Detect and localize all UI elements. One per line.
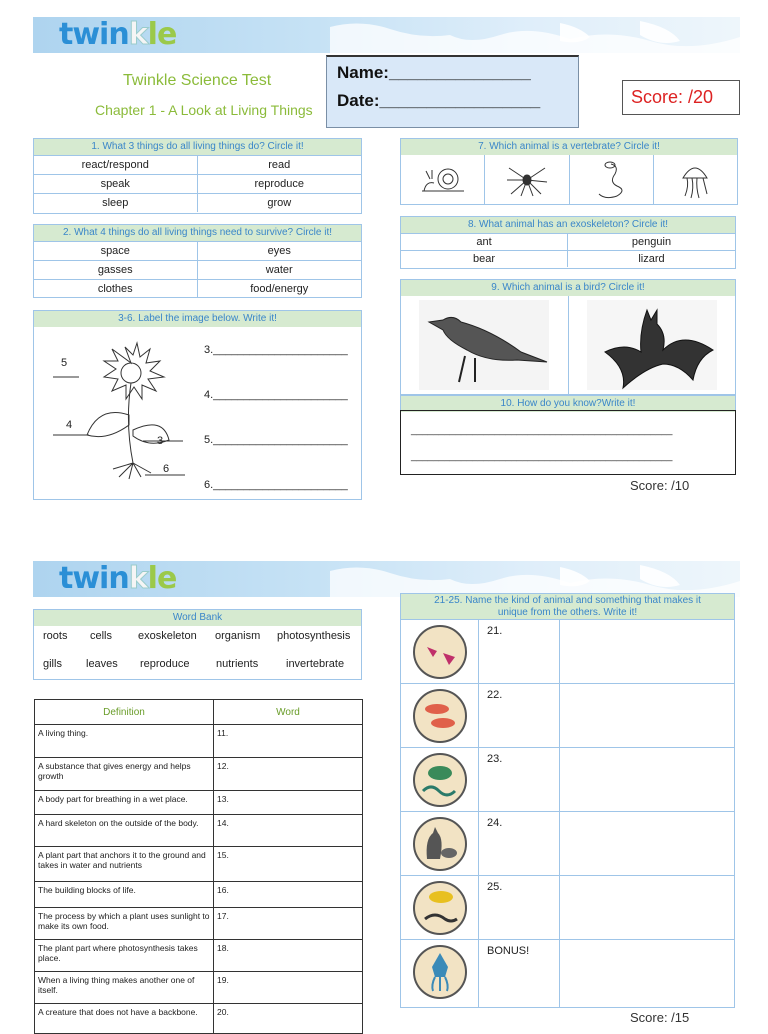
question-1-title: 1. What 3 things do all living things do? Circle it! bbox=[34, 139, 361, 155]
row-number: BONUS! bbox=[487, 945, 530, 957]
diagram-label-5: 5 bbox=[61, 357, 68, 369]
row-number: 22. bbox=[487, 689, 503, 701]
bat-image bbox=[587, 300, 717, 390]
word: photosynthesis bbox=[277, 630, 351, 642]
question-8-title: 8. What animal has an exoskeleton? Circle it! bbox=[401, 217, 735, 233]
row-number: 25. bbox=[487, 881, 503, 893]
word-answer-cell[interactable]: 19. bbox=[214, 972, 363, 1004]
answer-blank-4[interactable]: 4.______________________ bbox=[204, 389, 348, 401]
answer-line-1[interactable]: _______________________________________________ bbox=[411, 425, 673, 436]
word-answer-cell[interactable]: 16. bbox=[214, 882, 363, 908]
amphibians-image bbox=[413, 881, 467, 935]
answer-option[interactable]: ant bbox=[401, 233, 568, 250]
twinkl-logo: twinkle bbox=[59, 561, 177, 596]
world-map-graphic bbox=[310, 17, 740, 53]
answer-option[interactable]: speak bbox=[34, 174, 198, 193]
answer-option[interactable]: clothes bbox=[34, 279, 198, 298]
snake-icon bbox=[591, 160, 631, 200]
word: organism bbox=[215, 630, 261, 642]
question-1 bbox=[33, 138, 362, 214]
answer-option[interactable]: eyes bbox=[198, 241, 362, 260]
word: leaves bbox=[86, 658, 118, 670]
answer-line-2[interactable]: _______________________________________________ bbox=[411, 451, 673, 462]
mammals-image bbox=[413, 817, 467, 871]
animal-row-bonus bbox=[400, 940, 735, 1008]
world-map-graphic bbox=[310, 561, 740, 597]
word-header: Word bbox=[214, 700, 363, 725]
answer-option[interactable]: gasses bbox=[34, 260, 198, 279]
jellyfish-option[interactable] bbox=[654, 155, 737, 204]
answer-option[interactable]: grow bbox=[198, 193, 362, 212]
word-answer-cell[interactable]: 11. bbox=[214, 725, 363, 758]
definition-cell: A creature that does not have a backbone. bbox=[35, 1004, 214, 1034]
answer-option[interactable]: food/energy bbox=[198, 279, 362, 298]
answer-option[interactable]: space bbox=[34, 241, 198, 260]
spider-option[interactable] bbox=[485, 155, 569, 204]
question-2-title: 2. What 4 things do all living things need to survive? Circle it! bbox=[34, 225, 361, 241]
word-answer-cell[interactable]: 17. bbox=[214, 908, 363, 940]
snail-option[interactable] bbox=[401, 155, 485, 204]
diagram-label-6: 6 bbox=[163, 463, 170, 475]
snake-option[interactable] bbox=[570, 155, 654, 204]
answer-option[interactable]: sleep bbox=[34, 193, 198, 212]
answer-option[interactable]: react/respond bbox=[34, 155, 198, 174]
definition-table bbox=[34, 699, 363, 1034]
total-score-box: Score: /20 bbox=[622, 80, 740, 115]
answer-option[interactable]: reproduce bbox=[198, 174, 362, 193]
question-2 bbox=[33, 224, 362, 298]
definition-cell: A body part for breathing in a wet place. bbox=[35, 791, 214, 815]
question-8 bbox=[400, 216, 736, 269]
answer-option[interactable]: bear bbox=[401, 250, 568, 267]
word: reproduce bbox=[140, 658, 190, 670]
bat-option[interactable] bbox=[569, 296, 736, 394]
definition-cell: The process by which a plant uses sunlight to make its own food. bbox=[35, 908, 214, 940]
question-21-25 bbox=[400, 593, 735, 620]
definition-cell: The building blocks of life. bbox=[35, 882, 214, 908]
word: roots bbox=[43, 630, 68, 642]
question-7-title: 7. Which animal is a vertebrate? Circle it! bbox=[401, 139, 737, 155]
definition-cell: When a living thing makes another one of itself. bbox=[35, 972, 214, 1004]
birds-image bbox=[413, 625, 467, 679]
definition-header: Definition bbox=[35, 700, 214, 725]
row-number: 24. bbox=[487, 817, 503, 829]
word: cells bbox=[90, 630, 113, 642]
answer-option[interactable]: read bbox=[198, 155, 362, 174]
definition-cell: The plant part where photosynthesis takes place. bbox=[35, 940, 214, 972]
squid-image bbox=[413, 945, 467, 999]
date-field[interactable]: Date:_________________ bbox=[337, 91, 541, 110]
word: gills bbox=[43, 658, 62, 670]
answer-blank-6[interactable]: 6.______________________ bbox=[204, 479, 348, 491]
word: nutrients bbox=[216, 658, 259, 670]
flower-diagram bbox=[49, 335, 199, 485]
reptiles-image bbox=[413, 753, 467, 807]
test-title: Twinkle Science Test bbox=[123, 72, 272, 89]
word-answer-cell[interactable]: 15. bbox=[214, 847, 363, 882]
snail-icon bbox=[418, 165, 468, 195]
definition-cell: A hard skeleton on the outside of the body. bbox=[35, 815, 214, 847]
page-1-score: Score: /10 bbox=[630, 478, 690, 493]
word-answer-cell[interactable]: 18. bbox=[214, 940, 363, 972]
question-21-25-title: 21-25. Name the kind of animal and something that makes it unique from the others. Write it! bbox=[401, 594, 734, 619]
spider-icon bbox=[502, 163, 552, 197]
jellyfish-icon bbox=[675, 160, 715, 200]
definition-cell: A living thing. bbox=[35, 725, 214, 758]
row-number: 23. bbox=[487, 753, 503, 765]
word: exoskeleton bbox=[138, 630, 197, 642]
word-answer-cell[interactable]: 12. bbox=[214, 758, 363, 791]
diagram-label-4: 4 bbox=[66, 419, 73, 431]
diagram-label-3: 3 bbox=[157, 435, 164, 447]
word: invertebrate bbox=[286, 658, 345, 670]
definition-cell: A plant part that anchors it to the ground and takes in water and nutrients bbox=[35, 847, 214, 882]
chapter-title: Chapter 1 - A Look at Living Things bbox=[95, 102, 313, 118]
answer-blank-5[interactable]: 5.______________________ bbox=[204, 434, 348, 446]
animal-row-24 bbox=[400, 812, 735, 876]
fish-image bbox=[413, 689, 467, 743]
answer-option[interactable]: lizard bbox=[568, 250, 735, 267]
row-number: 21. bbox=[487, 625, 503, 637]
answer-blank-3[interactable]: 3.______________________ bbox=[204, 344, 348, 356]
word-bank bbox=[33, 609, 362, 680]
twinkl-logo: twinkle bbox=[59, 17, 177, 52]
answer-option[interactable]: penguin bbox=[568, 233, 735, 250]
question-9 bbox=[400, 279, 736, 395]
word-answer-cell[interactable]: 20. bbox=[214, 1004, 363, 1034]
word-answer-cell[interactable]: 13. bbox=[214, 791, 363, 815]
animal-row-25 bbox=[400, 876, 735, 940]
definition-cell: A substance that gives energy and helps growth bbox=[35, 758, 214, 791]
answer-option[interactable]: water bbox=[198, 260, 362, 279]
word-answer-cell[interactable]: 14. bbox=[214, 815, 363, 847]
question-3-6-title: 3-6. Label the image below. Write it! bbox=[34, 311, 361, 327]
page-2-score: Score: /15 bbox=[630, 1010, 690, 1025]
bird-image bbox=[419, 300, 549, 390]
question-7 bbox=[400, 138, 738, 205]
name-date-box bbox=[326, 55, 579, 128]
question-10 bbox=[400, 395, 736, 411]
animal-row-22 bbox=[400, 684, 735, 748]
bird-option[interactable] bbox=[401, 296, 569, 394]
question-10-title: 10. How do you know?Write it! bbox=[401, 396, 735, 412]
animal-row-21 bbox=[400, 620, 735, 684]
question-3-6 bbox=[33, 310, 362, 500]
name-field[interactable]: Name:_______________ bbox=[337, 63, 531, 82]
question-10-answer-box[interactable] bbox=[400, 410, 736, 475]
header-banner bbox=[33, 17, 740, 53]
animal-row-23 bbox=[400, 748, 735, 812]
question-9-title: 9. Which animal is a bird? Circle it! bbox=[401, 280, 735, 296]
header-banner-2 bbox=[33, 561, 740, 597]
word-bank-title: Word Bank bbox=[34, 610, 361, 626]
